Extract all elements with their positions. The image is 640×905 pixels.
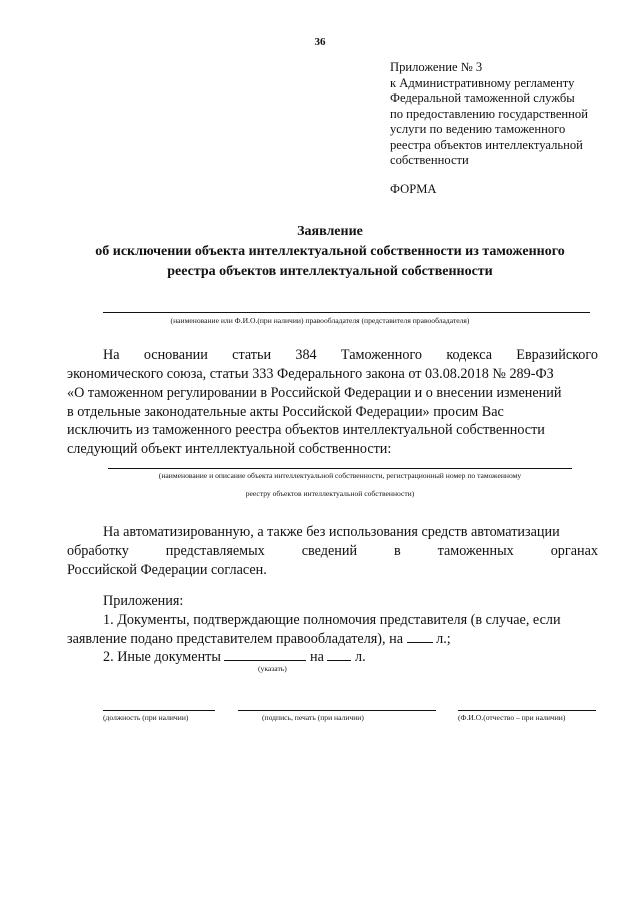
paragraph-line [103, 648, 598, 667]
appendix-line: реестра объектов интеллектуальной [390, 137, 583, 152]
appendix-line: Федеральной таможенной службы [390, 91, 575, 105]
word: кодекса [446, 347, 492, 363]
word: таможенных [437, 543, 514, 559]
request-paragraph-body [67, 365, 598, 459]
word: представляемых [165, 543, 265, 559]
word: в [393, 543, 401, 559]
consent-paragraph-body [67, 542, 598, 580]
attachment-text: заявление подано представителем правообладателя), на [67, 631, 404, 647]
appendix-line: по предоставлению государственной [390, 106, 588, 121]
word: статьи [232, 347, 272, 363]
paragraph-line: Российской Федерации согласен. [67, 561, 267, 578]
paragraph-line: следующий объект интеллектуальной собственности: [67, 441, 392, 458]
appendix-line: Приложение № 3 [390, 60, 483, 74]
specify-caption: (указать) [258, 664, 287, 673]
appendix-line: услуги по ведению таможенного [390, 122, 566, 136]
appendix-block [390, 60, 620, 169]
full-name-caption: (Ф.И.О.(отчество – при наличии) [458, 713, 566, 722]
word: сведений [301, 543, 358, 559]
object-description-caption-2: реестру объектов интеллектуальной собственности) [245, 489, 415, 498]
other-documents-field[interactable] [224, 648, 306, 661]
appendix-line: собственности [390, 153, 469, 167]
attachment-item-1: 1. Документы, подтверждающие полномочия представителя (в случае, если [103, 611, 561, 628]
object-description-caption: (наименование и описание объекта интеллектуальной собственности, регистрационный номер по таможенному [158, 471, 522, 480]
paragraph-line: экономического союза, статьи 333 Федерального закона от 03.08.2018 № 289-ФЗ [67, 366, 554, 382]
document-title [0, 222, 640, 282]
word: органах [550, 543, 598, 559]
attachments-heading [103, 592, 598, 630]
title-line: реестра объектов интеллектуальной собственности [167, 264, 493, 279]
holder-name-caption: (наименование или Ф.И.О.(при наличии) правообладателя (представителя правообладателя) [170, 316, 470, 325]
signature-line[interactable] [238, 710, 436, 711]
consent-paragraph [103, 523, 598, 542]
title-line: об исключении объекта интеллектуальной собственности из таможенного [95, 244, 565, 259]
object-description-line[interactable] [108, 468, 572, 469]
word: Евразийского [516, 347, 598, 363]
position-line[interactable] [103, 710, 215, 711]
paragraph-line [103, 346, 598, 365]
attachment-item-2 [103, 648, 598, 667]
attachment-text: л.; [436, 631, 451, 647]
attachment-text: л. [355, 649, 366, 665]
signature-caption: (подпись, печать (при наличии) [262, 713, 364, 722]
paragraph-line [67, 542, 598, 561]
paragraph-line: в отдельные законодательные акты Российской Федерации» просим Вас [67, 403, 504, 420]
full-name-line[interactable] [458, 710, 596, 711]
attachment-item-1-continued [67, 630, 598, 649]
paragraph-line [67, 630, 598, 649]
paragraph-line: исключить из таможенного реестра объектов интеллектуальной собственности [67, 422, 545, 439]
position-caption: (должность (при наличии) [103, 713, 189, 722]
attachment-text: на [310, 649, 324, 665]
word: основании [143, 347, 208, 363]
pages-count-field[interactable] [407, 630, 433, 643]
form-label: ФОРМА [390, 182, 437, 196]
paragraph-line: На автоматизированную, а также без использования средств автоматизации [103, 524, 560, 540]
page-number: 36 [314, 36, 326, 48]
request-paragraph [103, 346, 598, 365]
title-line: Заявление [297, 224, 363, 239]
holder-name-line[interactable] [103, 312, 590, 313]
word: Таможенного [340, 347, 423, 363]
word: На [103, 347, 120, 363]
word: 384 [295, 347, 317, 363]
paragraph-line: «О таможенном регулировании в Российской Федерации и о внесении изменений [67, 384, 562, 401]
appendix-line: к Административному регламенту [390, 75, 575, 90]
other-pages-count-field[interactable] [327, 648, 351, 661]
word: обработку [67, 543, 129, 559]
attachment-text: 2. Иные документы [103, 649, 221, 665]
attachments-heading-text: Приложения: [103, 593, 184, 609]
